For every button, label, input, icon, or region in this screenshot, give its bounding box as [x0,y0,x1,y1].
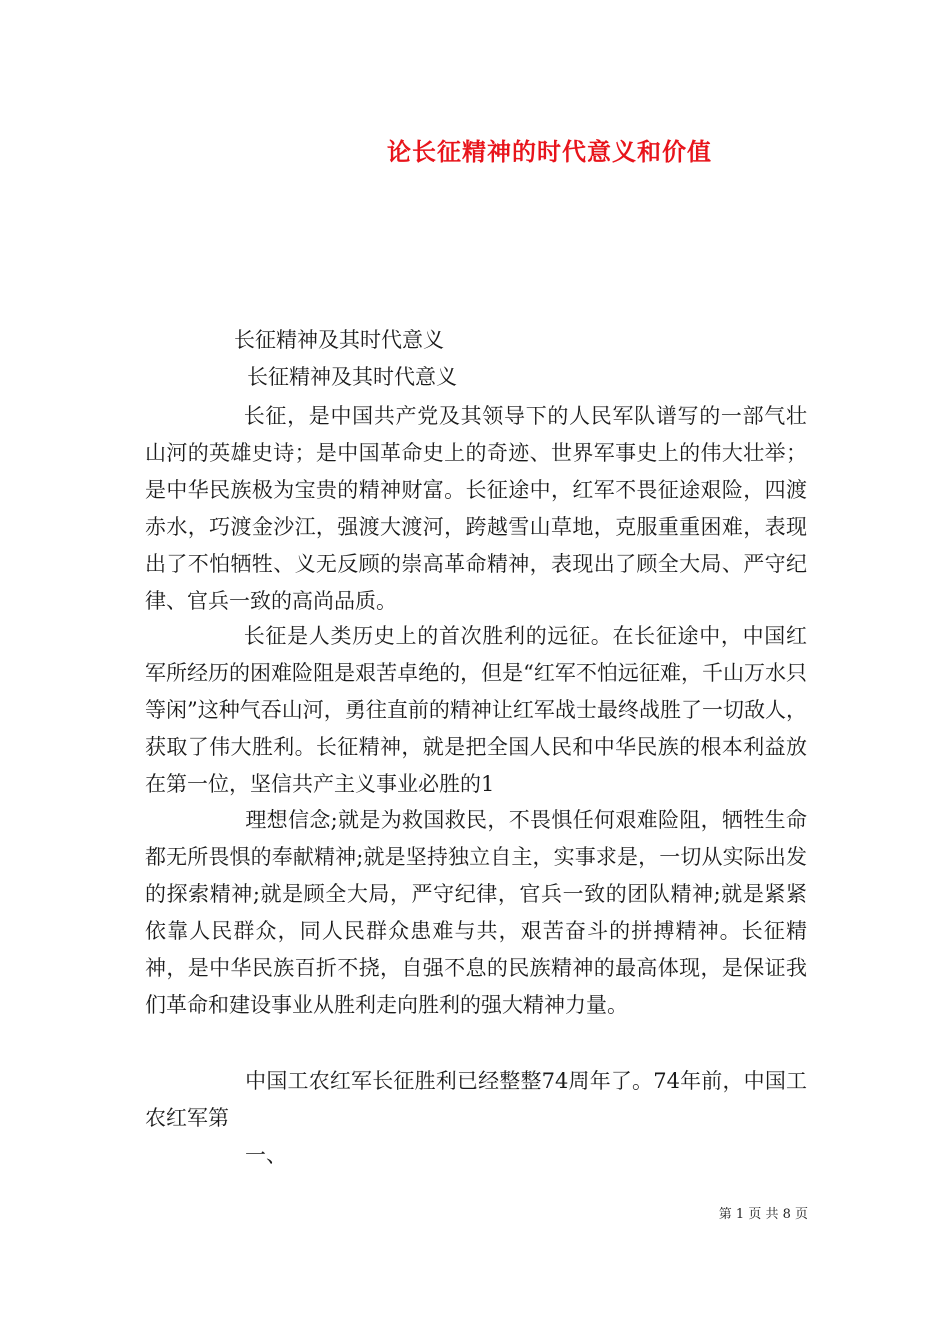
paragraph-3-text: 理想信念;就是为救国救民，不畏惧任何艰难险阻，牺牲生命都无所畏惧的奉献精神;就是坚持独立自主，实事求是，一切从实际出发的探索精神;就是顾全大局，严守纪律，官兵一致的团队精神;就是紧紧依靠人民群众，同人民群众患难与共，艰苦奋斗的拼搏精神。长征精神，是中华民族百折不挠，自强不息的民族精神的最高体现，是保证我们革命和建设事业从胜利走向胜利的强大精神力量。 [145,808,807,1017]
paragraph-2-text: 长征是人类历史上的首次胜利的远征。在长征途中，中国红军所经历的困难险阻是艰苦卓绝的，但是“红军不怕远征难，千山万水只等闲”这种气吞山河，勇往直前的精神让红军战士最终战胜了一切敌人，获取了伟大胜利。长征精神，就是把全国人民和中华民族的根本利益放在第一位，坚信共产主义事业必胜的1 [145,624,807,796]
document-title: 论长征精神的时代意义和价值 [387,137,712,166]
paragraph-1 [145,398,807,620]
paragraph-1-text: 长征，是中国共产党及其领导下的人民军队谱写的一部气壮山河的英雄史诗；是中国革命史上的奇迹、世界军事史上的伟大壮举；是中华民族极为宝贵的精神财富。长征途中，红军不畏征途艰险，四渡赤水，巧渡金沙江，强渡大渡河，跨越雪山草地，克服重重困难，表现出了不怕牺牲、义无反顾的崇高革命精神，表现出了顾全大局、严守纪律、官兵一致的高尚品质。 [145,404,807,613]
paragraph-2 [145,618,807,803]
subheading-second: 长征精神及其时代意义 [247,365,457,389]
paragraph-4 [145,1063,807,1137]
subheading-first: 长征精神及其时代意义 [234,328,444,352]
page-number-footer: 第 1 页 共 8 页 [718,1207,808,1222]
paragraph-4-text: 中国工农红军长征胜利已经整整74周年了。74年前，中国工农红军第 [145,1069,807,1130]
paragraph-3 [145,802,807,1024]
section-marker: 一、 [245,1143,287,1167]
